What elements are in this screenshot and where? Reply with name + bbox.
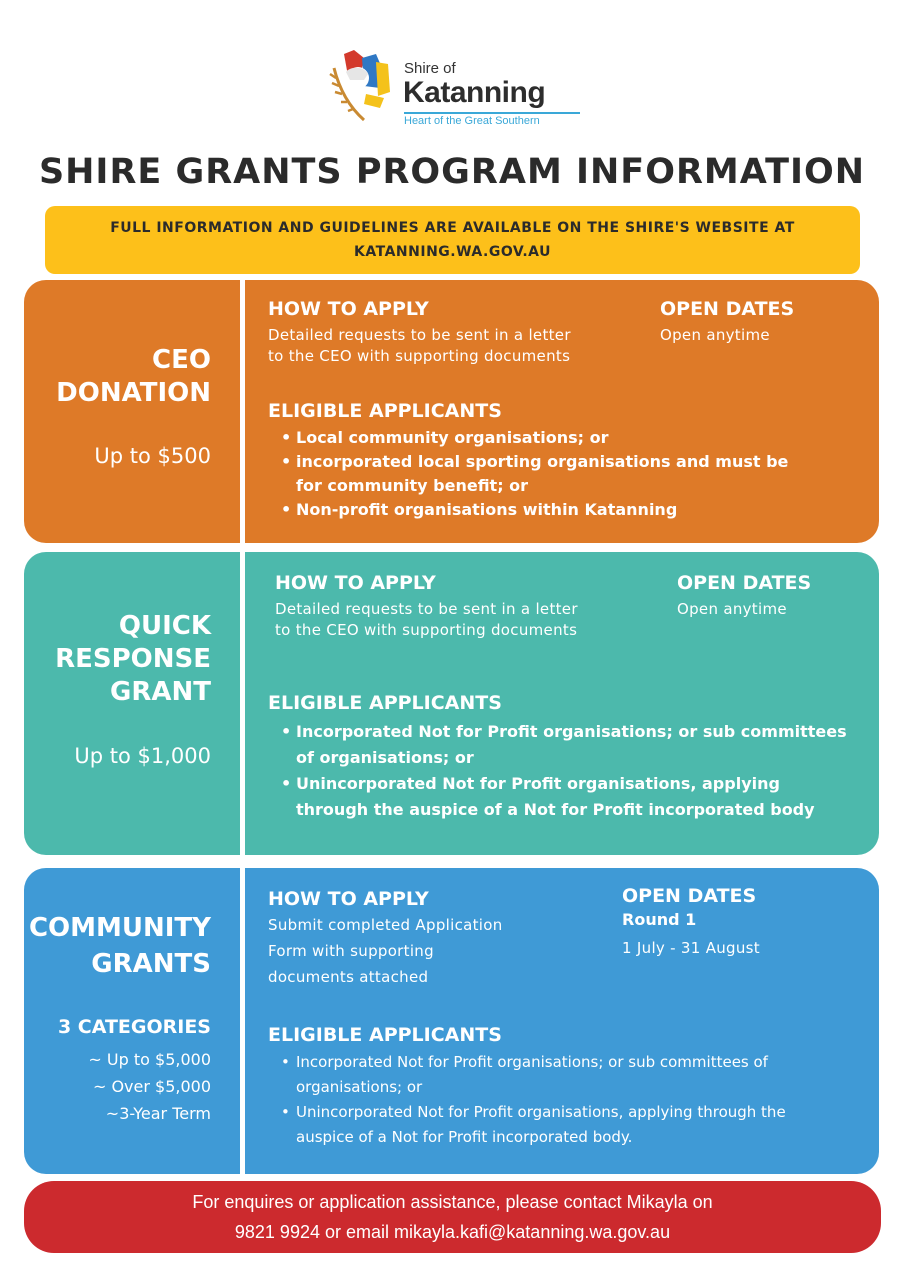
open-dates-heading: OPEN DATES <box>677 572 812 594</box>
katanning-emblem-icon <box>324 48 396 124</box>
grant-title-line: QUICK <box>118 611 211 641</box>
ceo-donation-panel <box>24 280 879 543</box>
shire-logo <box>324 46 584 132</box>
how-to-apply-line: Detailed requests to be sent in a letter <box>275 600 578 618</box>
list-item: ~3-Year Term <box>105 1104 211 1123</box>
contact-line-1: For enquires or application assistance, please contact Mikayla on <box>192 1192 713 1212</box>
grant-amount: Up to $500 <box>94 444 211 468</box>
grant-title-line: DONATION <box>56 378 211 408</box>
eligible-applicants-list <box>268 1050 818 1150</box>
grant-title <box>56 344 211 410</box>
how-to-apply-heading: HOW TO APPLY <box>268 298 429 320</box>
panel-divider <box>240 280 245 543</box>
grant-title <box>55 610 211 709</box>
page-title: SHIRE GRANTS PROGRAM INFORMATION <box>38 152 866 192</box>
open-dates-text: 1 July - 31 August <box>622 939 760 957</box>
quick-response-grant-panel <box>24 552 879 855</box>
categories-list <box>88 1046 211 1127</box>
eligible-applicants-list <box>268 719 848 823</box>
community-grants-panel <box>24 868 879 1174</box>
open-dates-round: Round 1 <box>622 910 697 929</box>
grant-title <box>29 910 211 982</box>
how-to-apply-text <box>268 912 503 990</box>
grant-title-line: GRANT <box>110 677 211 707</box>
list-item: • incorporated local sporting organisations and must be for community benefit; or <box>268 450 818 498</box>
grant-title-line: COMMUNITY <box>28 913 211 943</box>
contact-footer <box>24 1181 881 1253</box>
open-dates-heading: OPEN DATES <box>622 885 757 907</box>
open-dates-text: Open anytime <box>677 600 787 618</box>
how-to-apply-heading: HOW TO APPLY <box>275 572 436 594</box>
grant-title-line: GRANTS <box>91 949 211 979</box>
grant-title-line: CEO <box>152 345 211 375</box>
banner-line-1: FULL INFORMATION AND GUIDELINES ARE AVAILABLE ON THE SHIRE'S WEBSITE AT <box>110 220 795 236</box>
how-to-apply-line: Submit completed Application <box>268 916 503 934</box>
how-to-apply-heading: HOW TO APPLY <box>268 888 429 910</box>
banner-line-2: KATANNING.WA.GOV.AU <box>354 244 551 260</box>
how-to-apply-line: to the CEO with supporting documents <box>268 347 571 365</box>
how-to-apply-line: Detailed requests to be sent in a letter <box>268 326 571 344</box>
contact-line-2: 9821 9924 or email mikayla.kafi@katanning.wa.gov.au <box>234 1222 671 1242</box>
panel-divider <box>240 552 245 855</box>
grant-amount: Up to $1,000 <box>74 744 211 768</box>
eligible-applicants-heading: ELIGIBLE APPLICANTS <box>268 400 502 422</box>
how-to-apply-line: to the CEO with supporting documents <box>275 621 578 639</box>
logo-shire-of: Shire of <box>404 60 456 77</box>
how-to-apply-text <box>268 325 571 367</box>
list-item: • Non-profit organisations within Katanning <box>268 498 818 522</box>
grant-title-line: RESPONSE <box>55 644 211 674</box>
logo-tagline: Heart of the Great Southern <box>404 115 540 127</box>
open-dates-heading: OPEN DATES <box>660 298 795 320</box>
logo-name: Katanning <box>403 76 546 109</box>
list-item: • Unincorporated Not for Profit organisations, applying through the auspice of a Not for Profit incorporated body <box>268 771 848 823</box>
list-item: • Incorporated Not for Profit organisations; or sub committees of organisations; or <box>268 719 848 771</box>
how-to-apply-line: documents attached <box>268 968 429 986</box>
eligible-applicants-heading: ELIGIBLE APPLICANTS <box>268 1024 502 1046</box>
how-to-apply-line: Form with supporting <box>268 942 434 960</box>
categories-heading: 3 CATEGORIES <box>57 1016 211 1038</box>
eligible-applicants-heading: ELIGIBLE APPLICANTS <box>268 692 502 714</box>
website-banner <box>45 206 860 274</box>
list-item: • Local community organisations; or <box>268 426 818 450</box>
panel-divider <box>240 868 245 1174</box>
list-item: • Unincorporated Not for Profit organisations, applying through the auspice of a Not for Profit incorporated body. <box>268 1100 818 1150</box>
list-item: ~ Over $5,000 <box>92 1077 211 1096</box>
logo-underline <box>404 112 580 114</box>
eligible-applicants-list <box>268 426 818 522</box>
open-dates-text: Open anytime <box>660 326 770 344</box>
list-item: ~ Up to $5,000 <box>88 1050 211 1069</box>
how-to-apply-text <box>275 599 578 641</box>
list-item: • Incorporated Not for Profit organisations; or sub committees of organisations; or <box>268 1050 818 1100</box>
